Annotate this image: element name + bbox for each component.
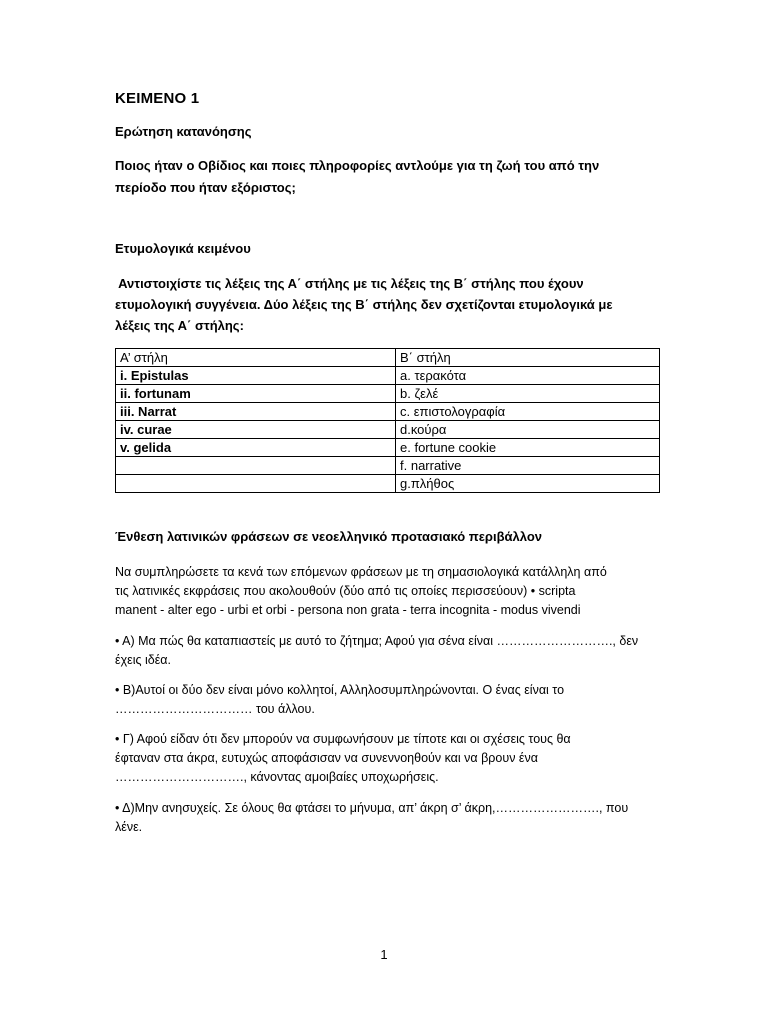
latin-intro-line-3: manent - alter ego - urbi et orbi - persona non grata - terra incognita - modus vivendi — [115, 603, 581, 617]
table-row — [116, 403, 660, 421]
exercise-item-a-line-1: • Α) Μα πώς θα καταπιαστείς με αυτό το ζήτημα; Αφού για σένα είναι ………………………., δεν — [115, 634, 639, 648]
column-b-cell: f. narrative — [396, 457, 660, 475]
table-header-row — [116, 349, 660, 367]
exercise-item-c-line-2: έφταναν στα άκρα, ευτυχώς αποφάσισαν να συνεννοηθούν και να βρουν ένα — [115, 751, 538, 765]
column-b-cell: e. fortune cookie — [396, 439, 660, 457]
page-number: 1 — [380, 947, 388, 962]
exercise-item-b-line-2: …………………………… του άλλου. — [115, 702, 315, 716]
etymology-instruction-line-1: Αντιστοιχίστε τις λέξεις της Α΄ στήλης με τις λέξεις της Β΄ στήλης που έχουν — [115, 276, 584, 291]
table-row — [116, 439, 660, 457]
etymology-matching-table — [115, 348, 660, 493]
column-b-cell: a. τερακότα — [396, 367, 660, 385]
etymology-instruction-line-3: λέξεις της Α΄ στήλης: — [115, 318, 244, 333]
column-a-cell: ii. fortunam — [116, 385, 396, 403]
column-b-cell: g.πλήθος — [396, 475, 660, 493]
column-b-cell: d.κούρα — [396, 421, 660, 439]
column-a-cell: iii. Narrat — [116, 403, 396, 421]
column-b-header: Β΄ στήλη — [396, 349, 660, 367]
exercise-item-b-line-1: • Β)Αυτοί οι δύο δεν είναι μόνο κολλητοί, Αλληλοσυμπληρώνονται. Ο ένας είναι το — [115, 683, 565, 697]
comprehension-heading: Ερώτηση κατανόησης — [115, 124, 252, 139]
exercise-item-c-line-3: …………………………., κάνοντας αμοιβαίες υποχωρήσεις. — [115, 770, 439, 784]
column-b-cell: c. επιστολογραφία — [396, 403, 660, 421]
etymology-instruction-line-2: ετυμολογική συγγένεια. Δύο λέξεις της Β΄ στήλης δεν σχετίζονται ετυμολογικά με — [115, 297, 613, 312]
etymology-heading: Ετυμολογικά κειμένου — [115, 241, 251, 256]
comprehension-question-line-2: περίοδο που ήταν εξόριστος; — [115, 180, 296, 195]
column-b-cell: b. ζελέ — [396, 385, 660, 403]
document-title: ΚΕΙΜΕΝΟ 1 — [115, 90, 200, 107]
latin-intro-line-2: τις λατινικές εκφράσεις που ακολουθούν (δύο από τις οποίες περισσεύουν) • scripta — [115, 584, 576, 598]
exercise-item-d-line-1: • Δ)Μην ανησυχείς. Σε όλους θα φτάσει το μήνυμα, απ’ άκρη σ’ άκρη,……………………., που — [115, 801, 629, 815]
exercise-item-a-line-2: έχεις ιδέα. — [115, 653, 171, 667]
column-a-header: Α’ στήλη — [116, 349, 396, 367]
table-row — [116, 457, 660, 475]
table-row — [116, 385, 660, 403]
comprehension-question-line-1: Ποιος ήταν ο Οβίδιος και ποιες πληροφορίες αντλούμε για τη ζωή του από την — [115, 158, 600, 173]
table-row — [116, 421, 660, 439]
table-row — [116, 475, 660, 493]
column-a-cell — [116, 475, 396, 493]
exercise-item-d-line-2: λένε. — [115, 820, 143, 834]
exercise-item-c-line-1: • Γ) Αφού είδαν ότι δεν μπορούν να συμφωνήσουν με τίποτε και οι σχέσεις τους θα — [115, 732, 571, 746]
column-a-cell: i. Epistulas — [116, 367, 396, 385]
column-a-cell: iv. curae — [116, 421, 396, 439]
table-row — [116, 367, 660, 385]
latin-intro-line-1: Να συμπληρώσετε τα κενά των επόμενων φράσεων με τη σημασιολογικά κατάλληλη από — [115, 565, 607, 579]
column-a-cell — [116, 457, 396, 475]
latin-phrases-heading: Ένθεση λατινικών φράσεων σε νεοελληνικό προτασιακό περιβάλλον — [115, 529, 542, 544]
column-a-cell: v. gelida — [116, 439, 396, 457]
